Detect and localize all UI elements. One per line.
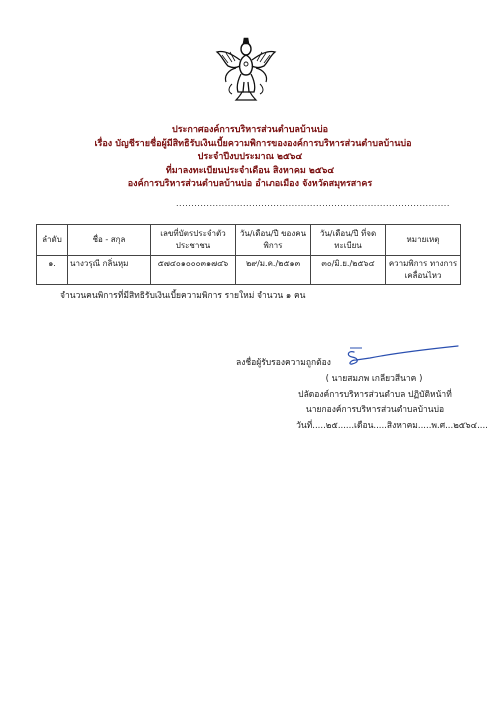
header-line-4: ที่มาลงทะเบียนประจำเดือน สิงหาคม ๒๕๖๔ (165, 165, 335, 176)
announcement-header (0, 124, 500, 192)
header-line-2: เรื่อง บัญชีรายชื่อผู้มีสิทธิรับเงินเบี้ยความพิการขององค์การบริหารส่วนตำบลบ้านบ่อ (94, 138, 412, 149)
garuda-emblem-icon (214, 36, 278, 102)
header-note: หมายเหตุ (386, 225, 461, 256)
cell-name: นางวรุณี กลิ่นหุม (68, 256, 151, 285)
signer-date-line: วันที่.....๒๕......เดือน.....สิงหาคม.....พ.ศ...๒๕๖๔.... (296, 420, 488, 431)
table-header-row (37, 225, 461, 256)
signer-position-2: นายกองค์การบริหารส่วนตำบลบ้านบ่อ (305, 405, 445, 415)
recipient-table (36, 224, 461, 285)
header-line-5: องค์การบริหารส่วนตำบลบ้านบ่อ อำเภอเมือง จังหวัดสมุทรสาคร (127, 179, 373, 190)
cell-date-registered: ๓๐/มิ.ย./๒๕๖๔ (311, 256, 386, 285)
header-id: เลขที่บัตรประจำตัว ประชาชน (151, 225, 236, 256)
header-date-disabled: วัน/เดือน/ปี ของคนพิการ (236, 225, 311, 256)
header-line-3: ประจำปีงบประมาณ ๒๕๖๔ (197, 152, 303, 163)
header-line-1: ประกาศองค์การบริหารส่วนตำบลบ้านบ่อ (172, 125, 328, 135)
separator-dots: .......................................................................................... (176, 199, 450, 208)
signer-block (0, 372, 500, 434)
signer-position-1: ปลัดองค์การบริหารส่วนตำบล ปฏิบัติหน้าที่ (298, 389, 452, 400)
summary-text: จำนวนคนพิการที่มีสิทธิรับเงินเบี้ยความพิการ รายใหม่ จำนวน ๑ คน (60, 291, 306, 301)
signer-name: ( นายสมภพ เกลียวสีนาค ) (325, 374, 423, 384)
header-no: ลำดับ (37, 225, 68, 256)
table-row (37, 256, 461, 285)
header-date-registered: วัน/เดือน/ปี ที่จดทะเบียน (311, 225, 386, 256)
cell-id: ๕๗๔๐๑๐๐๐๓๑๗๔๖ (151, 256, 236, 285)
cell-no: ๑. (37, 256, 68, 285)
cell-date-disabled: ๒๙/ม.ค./๒๕๑๓ (236, 256, 311, 285)
certify-label: ลงชื่อผู้รับรองความถูกต้อง (236, 358, 331, 368)
handwritten-signature (340, 342, 460, 372)
cell-note: ความพิการ ทางการ เคลื่อนไหว (386, 256, 461, 285)
header-name: ชื่อ - สกุล (68, 225, 151, 256)
